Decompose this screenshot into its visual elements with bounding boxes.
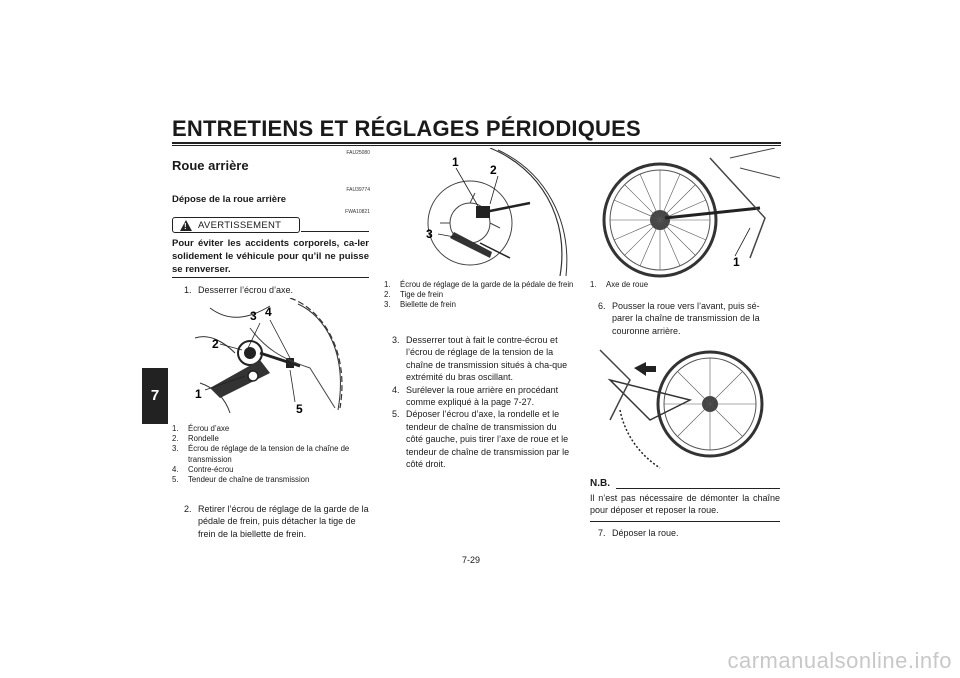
figure-chain-removal [590,340,782,472]
figure-wheel-axle [590,148,782,278]
fig2-label-2: 2 [490,163,497,177]
step-4: 4. Surélever la roue arrière en procédant comme expliqué à la page 7-27. [392,384,559,408]
fig1-label-4: 4 [265,305,272,319]
subsection-title: Dépose de la roue arrière [172,194,287,205]
nb-rule-top [616,488,780,489]
step-6: 6. Pousser la roue vers l’avant, puis sé-parer la chaîne de transmission de la couronne arrière. [598,301,760,336]
warning-text: Pour éviter les accidents corporels, ca-ler solidement le véhicule pour qu’il ne puisse se renverser. [172,238,369,275]
figure-axle-nut [190,298,365,418]
step-2: 2. Retirer l’écrou de réglage de la garde de la pédale de frein, puis détacher la tige de frein de la biellette de frein. [184,504,369,539]
page-title: ENTRETIENS ET RÉGLAGES PÉRIODIQUES [172,116,641,141]
fig1-label-3: 3 [250,309,257,323]
fig1-captions: 1. Écrou d’axe 2. Rondelle 3. Écrou de réglage de la tension de la chaîne de transmission 4. Contre-écrou 5. Tendeur de chaîne de transmission [172,424,350,485]
fig2-captions: 1. Écrou de réglage de la garde de la pédale de frein 2. Tige de frein 3. Biellette de frein [384,280,574,310]
fig2-label-3: 3 [426,227,433,241]
nb-text: Il n’est pas nécessaire de démonter la chaîne pour déposer et reposer la roue. [590,493,780,516]
steps-3-5 [392,334,576,470]
section-title: Roue arrière [172,158,249,173]
warning-code: FWA10821 [345,209,370,215]
subsection-code: FAU39774 [346,187,370,193]
nb-label: N.B. [590,478,610,489]
fig1-label-1: 1 [195,387,202,401]
section-code: FAU25080 [346,150,370,156]
figure-brake-rod [380,148,576,276]
watermark: carmanualsonline.info [727,648,952,673]
arrow-left-icon [634,362,656,376]
title-rule [172,142,781,144]
fig2-label-1: 1 [452,155,459,169]
warning-rule-top [301,231,369,232]
chapter-tab: 7 [142,368,168,424]
fig3-label-1: 1 [733,255,740,269]
page-number: 7-29 [462,555,481,565]
title-rule-thin [172,145,781,146]
warning-rule-bottom [172,277,369,278]
step-3: 3. Desserrer tout à fait le contre-écrou et l’écrou de réglage de la tension de la chaîne de transmission situés à cha-que extrémité du bras oscillant. [392,335,568,383]
warning-label-box [172,217,300,233]
fig3-caption: 1. Axe de roue [590,280,649,289]
warning-label: AVERTISSEMENT [198,219,282,231]
fig1-label-5: 5 [296,402,303,416]
nb-rule-bottom [590,521,780,522]
warning-triangle-icon: ! [180,220,192,231]
step-1: 1. Desserrer l’écrou d’axe. [184,285,294,295]
fig1-label-2: 2 [212,337,219,351]
step-7: 7. Déposer la roue. [598,528,679,538]
step-5: 5. Déposer l’écrou d’axe, la rondelle et le tendeur de chaîne de transmission du côté gauche, puis tirer l’axe de roue et le tendeur de chaîne de transmission par le côté droit. [392,409,570,470]
